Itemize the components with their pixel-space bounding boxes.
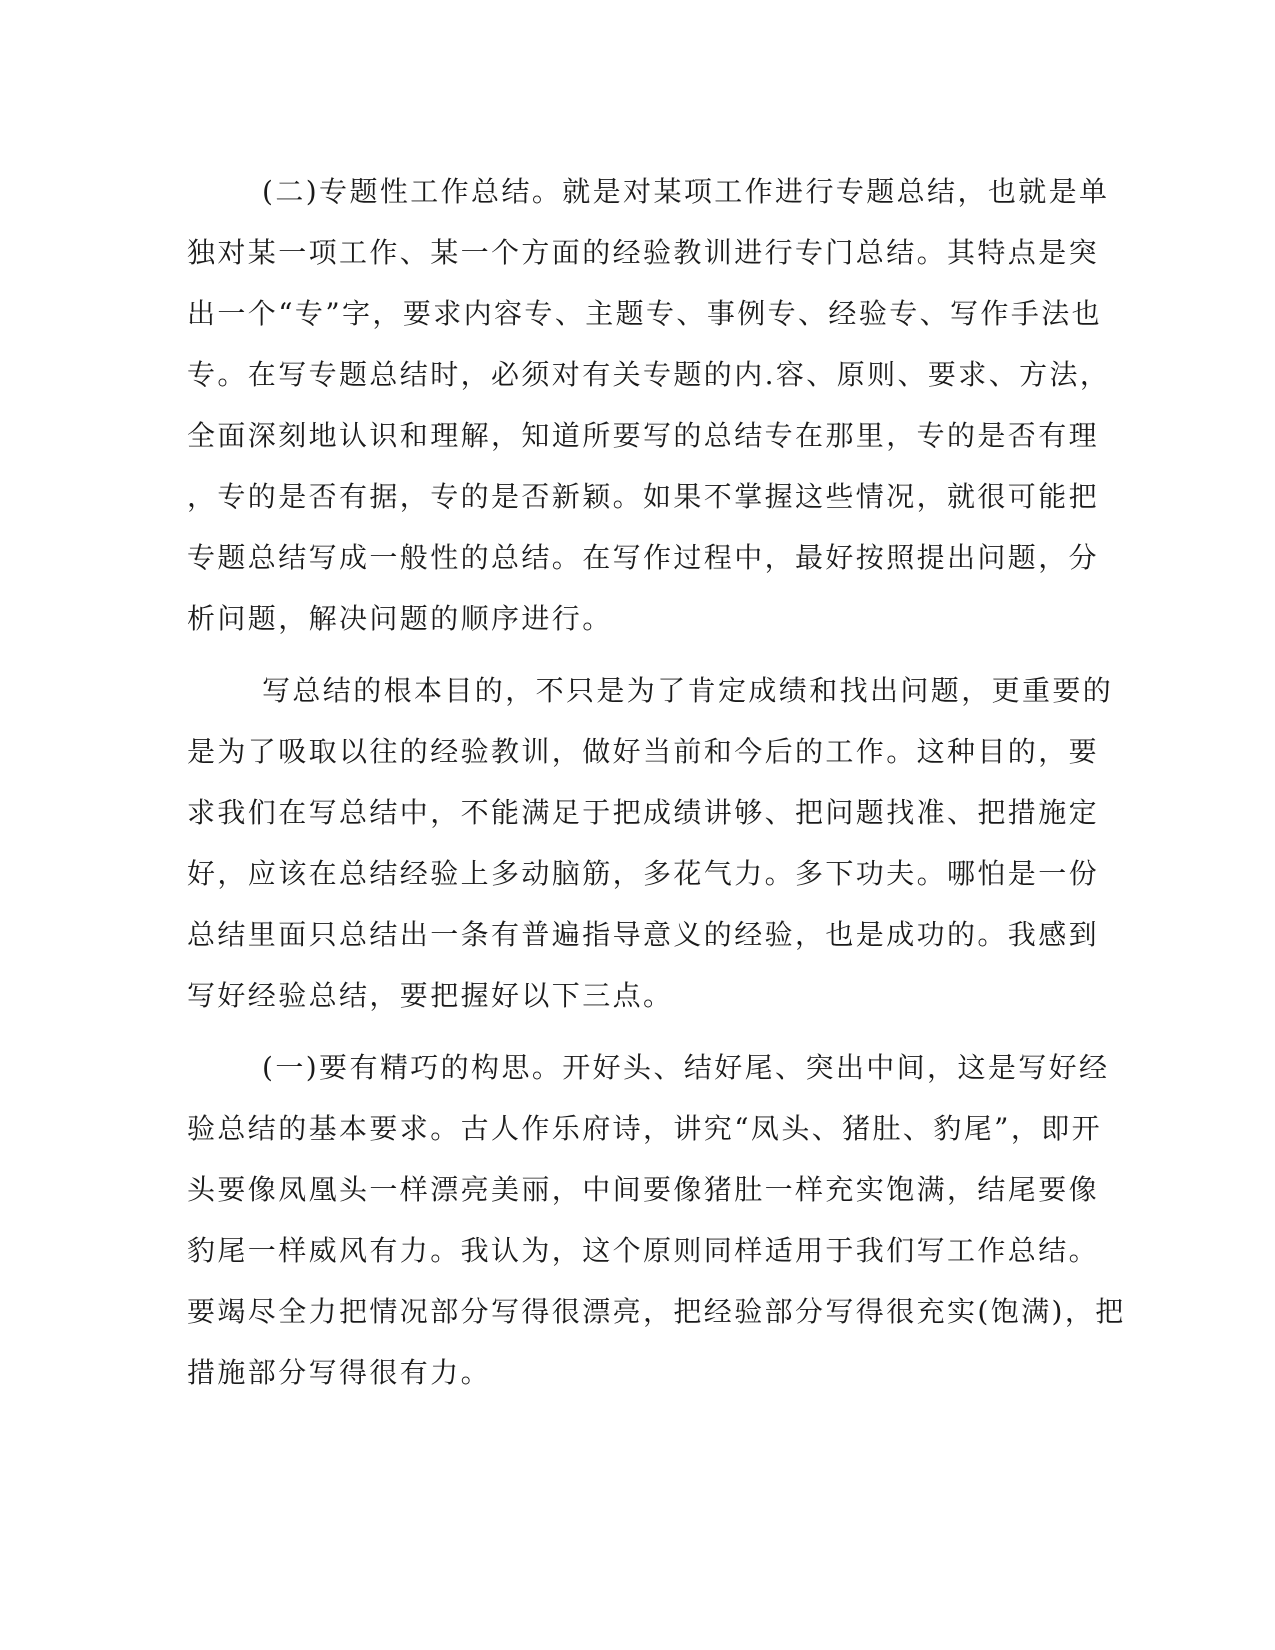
paragraph-2 xyxy=(187,660,1114,1026)
paragraph-line: 好，应该在总结经验上多动脑筋，多花气力。多下功夫。哪怕是一份 xyxy=(187,857,1100,890)
paragraph-line: 专题总结写成一般性的总结。在写作过程中，最好按照提出问题，分 xyxy=(187,541,1100,574)
paragraph-line: 是为了吸取以往的经验教训，做好当前和今后的工作。这种目的，要 xyxy=(187,735,1100,768)
paragraph-line: 出一个“专”字，要求内容专、主题专、事例专、经验专、写作手法也 xyxy=(187,297,1103,330)
paragraph-line: (二)专题性工作总结。就是对某项工作进行专题总结，也就是单 xyxy=(262,175,1110,208)
paragraph-line: 要竭尽全力把情况部分写得很漂亮，把经验部分写得很充实(饱满)，把 xyxy=(187,1295,1126,1328)
paragraph-line: 头要像凤凰头一样漂亮美丽，中间要像猪肚一样充实饱满，结尾要像 xyxy=(187,1173,1100,1206)
paragraph-line: 总结里面只总结出一条有普遍指导意义的经验，也是成功的。我感到 xyxy=(187,918,1100,951)
paragraph-line: 全面深刻地认识和理解，知道所要写的总结专在那里，专的是否有理 xyxy=(187,419,1100,452)
paragraph-line: 写好经验总结，要把握好以下三点。 xyxy=(187,979,674,1012)
paragraph-line: 专。在写专题总结时，必须对有关专题的内.容、原则、要求、方法， xyxy=(187,358,1111,391)
paragraph-spacer xyxy=(187,1026,1087,1037)
paragraph-line: 措施部分写得很有力。 xyxy=(187,1356,492,1389)
paragraph-line: 写总结的根本目的，不只是为了肯定成绩和找出问题，更重要的 xyxy=(262,674,1114,707)
paragraph-spacer xyxy=(187,649,1087,660)
paragraph-line: 析问题，解决问题的顺序进行。 xyxy=(187,602,613,635)
paragraph-line: 豹尾一样威风有力。我认为，这个原则同样适用于我们写工作总结。 xyxy=(187,1234,1100,1267)
paragraph-line: 独对某一项工作、某一个方面的经验教训进行专门总结。其特点是突 xyxy=(187,236,1100,269)
paragraph-line: ，专的是否有据，专的是否新颖。如果不掌握这些情况，就很可能把 xyxy=(187,480,1100,513)
paragraph-line: 求我们在写总结中，不能满足于把成绩讲够、把问题找准、把措施定 xyxy=(187,796,1100,829)
paragraph-line: 验总结的基本要求。古人作乐府诗，讲究“凤头、猪肚、豹尾”，即开 xyxy=(187,1112,1103,1145)
paragraph-1 xyxy=(187,161,1111,649)
paragraph-line: (一)要有精巧的构思。开好头、结好尾、突出中间，这是写好经 xyxy=(262,1051,1110,1084)
document-body xyxy=(187,161,1126,1403)
paragraph-3 xyxy=(187,1037,1126,1403)
